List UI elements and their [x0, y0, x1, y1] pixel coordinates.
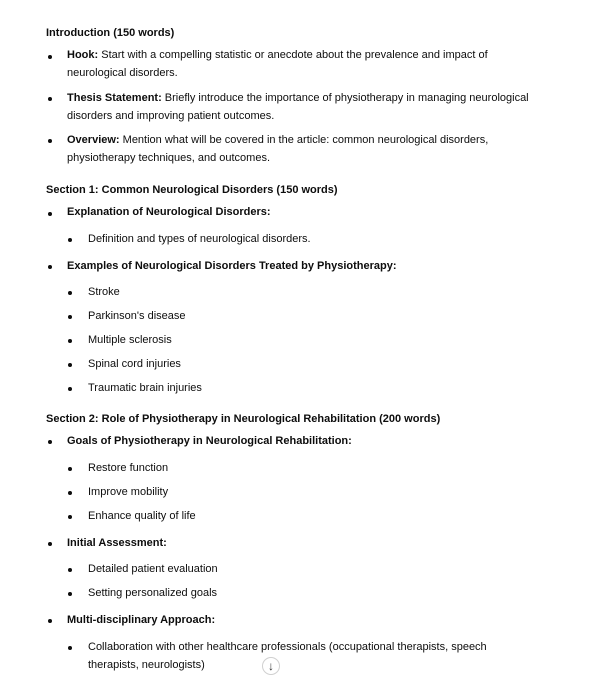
section-heading-introduction: Introduction (150 words): [46, 27, 175, 39]
bullet-icon: [68, 291, 72, 295]
sub-item: Restore function: [88, 462, 169, 474]
list-item-goals: Goals of Physiotherapy in Neurological Rehabilitation:: [67, 435, 352, 447]
sub-item: Parkinson's disease: [88, 310, 186, 322]
bullet-icon: [68, 467, 72, 471]
bullet-icon: [68, 592, 72, 596]
list-item-initial-assessment: Initial Assessment:: [67, 537, 167, 549]
bullet-icon: [48, 139, 52, 143]
sub-item: Detailed patient evaluation: [88, 563, 218, 575]
section-heading-1: Section 1: Common Neurological Disorders (150 words): [46, 184, 338, 196]
bullet-icon: [48, 619, 52, 623]
bullet-icon: [48, 265, 52, 269]
bullet-icon: [68, 387, 72, 391]
bullet-icon: [48, 55, 52, 59]
bullet-icon: [68, 363, 72, 367]
section-heading-2: Section 2: Role of Physiotherapy in Neurological Rehabilitation (200 words): [46, 413, 441, 425]
sub-item: Spinal cord injuries: [88, 358, 181, 370]
list-item-overview: Overview: Mention what will be covered in the article: common neurological disorders, physiotherapy techniques, and outcomes.: [67, 134, 489, 164]
arrow-down-icon: ↓: [268, 659, 274, 673]
bullet-icon: [68, 568, 72, 572]
list-item-examples: Examples of Neurological Disorders Treated by Physiotherapy:: [67, 260, 397, 272]
bullet-icon: [68, 238, 72, 242]
sub-item: Traumatic brain injuries: [88, 382, 202, 394]
sub-item: Setting personalized goals: [88, 587, 218, 599]
bullet-icon: [48, 542, 52, 546]
scroll-to-bottom-button[interactable]: [262, 657, 280, 675]
bullet-icon: [68, 339, 72, 343]
bullet-icon: [48, 440, 52, 444]
bullet-icon: [68, 491, 72, 495]
bullet-icon: [48, 212, 52, 216]
sub-item: Definition and types of neurological disorders.: [88, 233, 311, 245]
sub-item: Enhance quality of life: [88, 510, 196, 522]
sub-item: Stroke: [88, 286, 120, 298]
list-item-thesis: Thesis Statement: Briefly introduce the importance of physiotherapy in managing neurological disorders and improving patient outcomes.: [67, 92, 529, 122]
list-item-explanation: Explanation of Neurological Disorders:: [67, 206, 271, 218]
sub-item: Improve mobility: [88, 486, 169, 498]
list-item-multidisciplinary: Multi-disciplinary Approach:: [67, 614, 216, 626]
bullet-icon: [68, 515, 72, 519]
sub-item: Collaboration with other healthcare professionals (occupational therapists, speech therapists, neurologists): [88, 641, 487, 671]
bullet-icon: [68, 315, 72, 319]
list-item-hook: Hook: Start with a compelling statistic or anecdote about the prevalence and impact of neurological disorders.: [67, 49, 488, 79]
bullet-icon: [68, 646, 72, 650]
sub-item: Multiple sclerosis: [88, 334, 172, 346]
bullet-icon: [48, 97, 52, 101]
